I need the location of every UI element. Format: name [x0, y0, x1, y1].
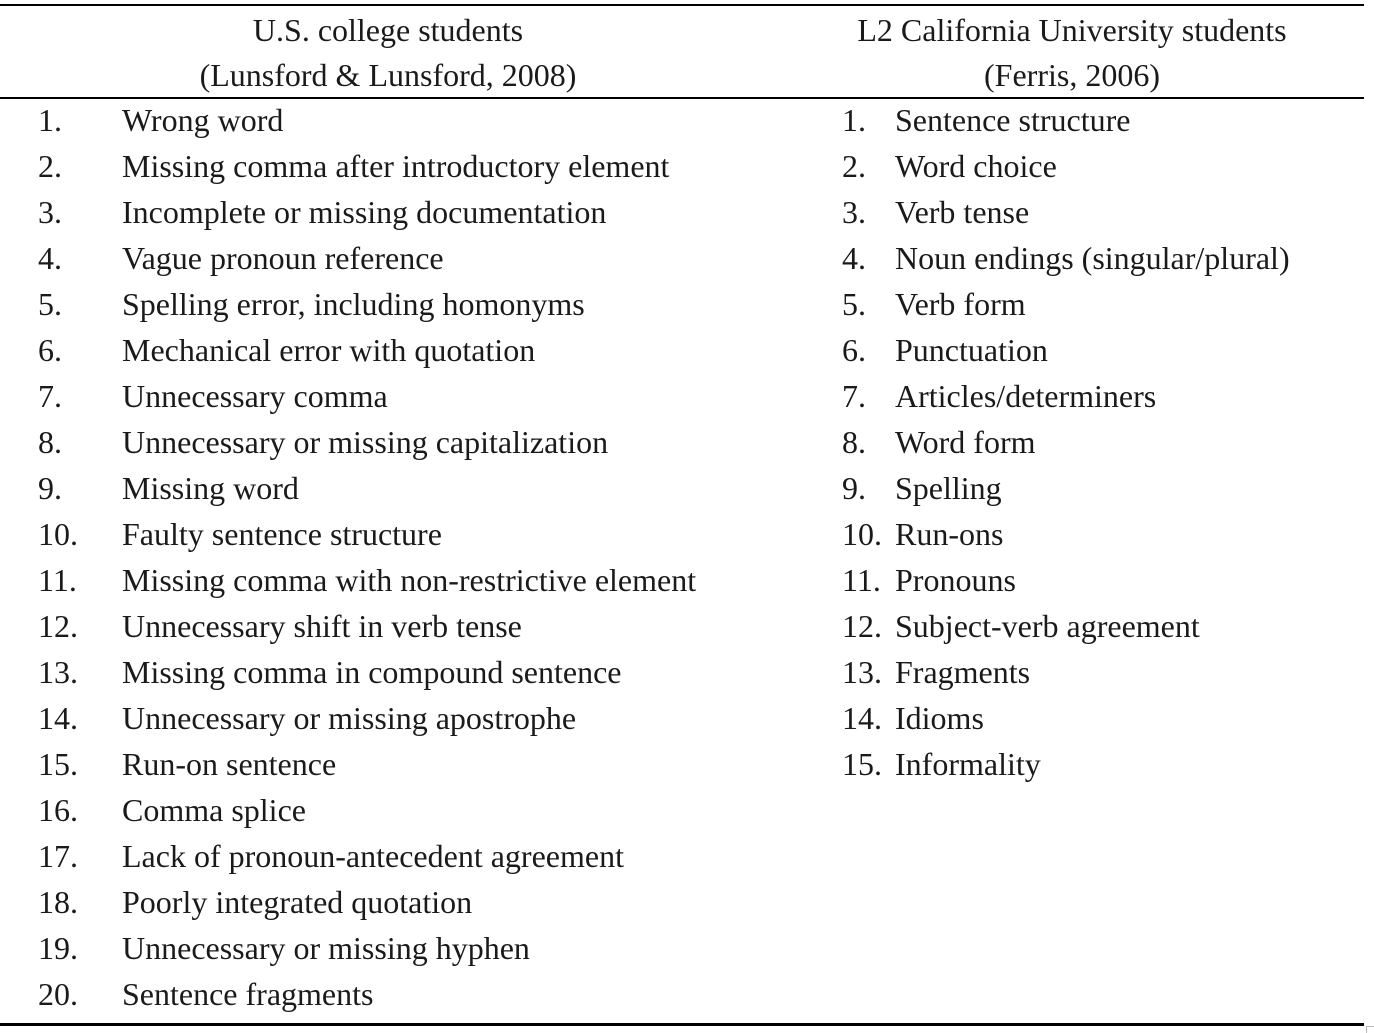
- error-type: Missing comma with non-restrictive element: [122, 562, 697, 598]
- error-type: Lack of pronoun-antecedent agreement: [122, 838, 624, 874]
- error-type: Missing comma in compound sentence: [122, 654, 622, 690]
- error-type: Unnecessary comma: [122, 378, 388, 414]
- rank-number: 9.: [38, 470, 62, 506]
- rank-number: 13.: [38, 654, 78, 690]
- rank-number: 12.: [842, 608, 882, 644]
- rank-number: 10.: [842, 516, 882, 552]
- error-type: Word choice: [895, 148, 1057, 184]
- error-type: Noun endings (singular/plural): [895, 240, 1290, 276]
- error-type: Pronouns: [895, 562, 1016, 598]
- error-type: Unnecessary shift in verb tense: [122, 608, 522, 644]
- error-type: Run-on sentence: [122, 746, 337, 782]
- rank-number: 1.: [842, 102, 866, 138]
- left-header-title: U.S. college students: [252, 12, 524, 48]
- error-type: Fragments: [895, 654, 1031, 690]
- error-type: Run-ons: [895, 516, 1004, 552]
- error-type: Mechanical error with quotation: [122, 332, 536, 368]
- rank-number: 2.: [38, 148, 62, 184]
- rank-number: 19.: [38, 930, 78, 966]
- rank-number: 14.: [842, 700, 882, 736]
- right-column-header: [794, 8, 1350, 98]
- error-type: Sentence fragments: [122, 976, 374, 1012]
- error-type: Unnecessary or missing capitalization: [122, 424, 609, 460]
- rank-number: 13.: [842, 654, 882, 690]
- rank-number: 15.: [842, 746, 882, 782]
- rank-number: 5.: [842, 286, 866, 322]
- rank-number: 4.: [842, 240, 866, 276]
- error-type: Vague pronoun reference: [122, 240, 444, 276]
- right-header-citation: (Ferris, 2006): [984, 57, 1160, 93]
- rank-number: 11.: [842, 562, 881, 598]
- error-type: Word form: [895, 424, 1036, 460]
- rank-number: 5.: [38, 286, 62, 322]
- error-type: Punctuation: [895, 332, 1048, 368]
- table-bottom-rule: [0, 1023, 1364, 1026]
- error-type: Verb form: [895, 286, 1026, 322]
- error-type: Incomplete or missing documentation: [122, 194, 607, 230]
- error-type: Articles/determiners: [895, 378, 1157, 414]
- error-type: Sentence structure: [895, 102, 1131, 138]
- rank-number: 9.: [842, 470, 866, 506]
- error-type: Unnecessary or missing hyphen: [122, 930, 530, 966]
- error-type: Wrong word: [122, 102, 284, 138]
- rank-number: 20.: [38, 976, 78, 1012]
- error-type: Spelling: [895, 470, 1002, 506]
- rank-number: 1.: [38, 102, 62, 138]
- rank-number: 18.: [38, 884, 78, 920]
- error-type: Unnecessary or missing apostrophe: [122, 700, 577, 736]
- right-header-title: L2 California University students: [857, 12, 1287, 48]
- error-type: Poorly integrated quotation: [122, 884, 473, 920]
- rank-number: 11.: [38, 562, 77, 598]
- rank-number: 8.: [38, 424, 62, 460]
- rank-number: 2.: [842, 148, 866, 184]
- rank-number: 10.: [38, 516, 78, 552]
- rank-number: 7.: [842, 378, 866, 414]
- rank-number: 17.: [38, 838, 78, 874]
- rank-number: 15.: [38, 746, 78, 782]
- rank-number: 7.: [38, 378, 62, 414]
- rank-number: 4.: [38, 240, 62, 276]
- error-type: Faulty sentence structure: [122, 516, 442, 552]
- table-top-rule: [0, 4, 1364, 6]
- error-type: Subject-verb agreement: [895, 608, 1200, 644]
- error-type: Spelling error, including homonyms: [122, 286, 585, 322]
- rank-number: 6.: [38, 332, 62, 368]
- error-type: Idioms: [895, 700, 984, 736]
- rank-number: 6.: [842, 332, 866, 368]
- rank-number: 3.: [38, 194, 62, 230]
- error-type: Comma splice: [122, 792, 306, 828]
- rank-number: 12.: [38, 608, 78, 644]
- error-type: Missing word: [122, 470, 299, 506]
- rank-number: 3.: [842, 194, 866, 230]
- rank-number: 8.: [842, 424, 866, 460]
- error-type: Informality: [895, 746, 1041, 782]
- error-type: Verb tense: [895, 194, 1030, 230]
- left-header-citation: (Lunsford & Lunsford, 2008): [199, 57, 577, 93]
- left-column-header: [0, 8, 776, 98]
- rank-number: 16.: [38, 792, 78, 828]
- rank-number: 14.: [38, 700, 78, 736]
- error-type: Missing comma after introductory element: [122, 148, 670, 184]
